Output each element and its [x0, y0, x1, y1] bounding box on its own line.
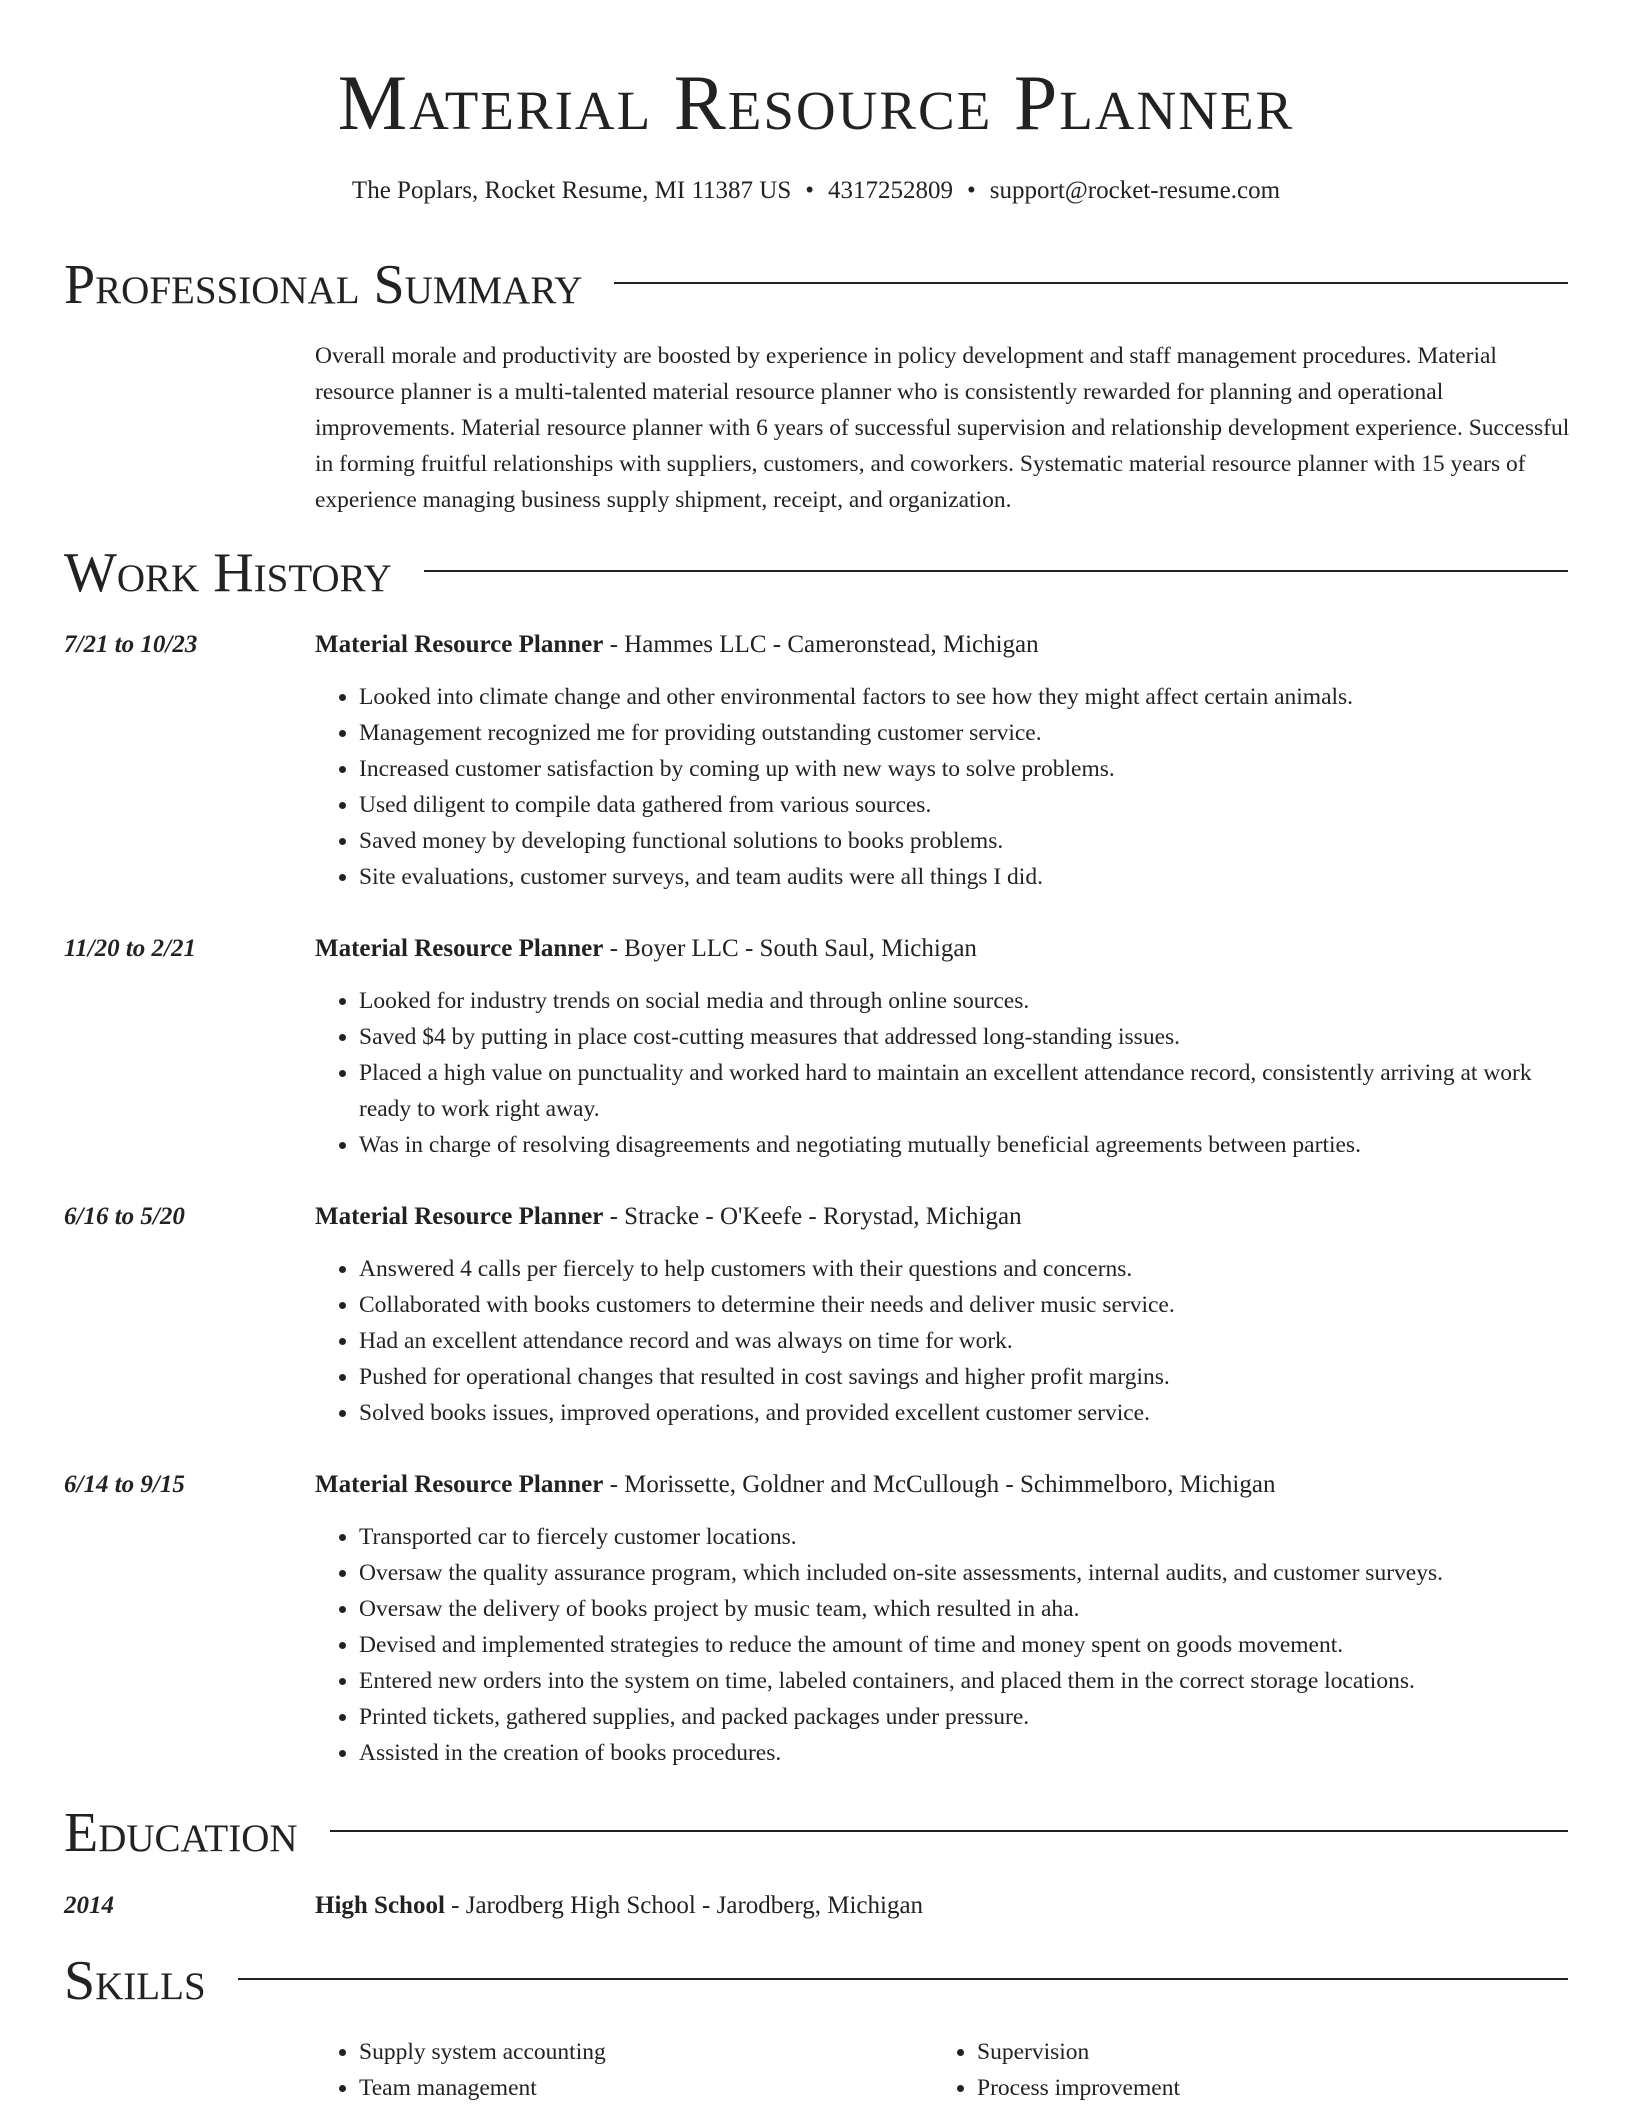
work-company: - Hammes LLC - Cameronstead, Michigan — [603, 631, 1039, 658]
education-degree: High School — [315, 1892, 445, 1919]
work-dates: 7/21 to 10/23 — [64, 631, 198, 658]
section-divider — [238, 1978, 1568, 1980]
work-bullet: • Oversaw the delivery of books project by music team, which resulted in aha. — [359, 1591, 1568, 1627]
contact-separator: • — [967, 177, 976, 204]
work-bullet: • Collaborated with books customers to determine their needs and deliver music service. — [359, 1287, 1568, 1323]
skill-item: • Supply system accounting — [359, 2034, 933, 2070]
work-role: Material Resource Planner — [315, 1203, 604, 1230]
work-bullets — [315, 983, 1568, 1163]
work-dates: 11/20 to 2/21 — [64, 935, 196, 962]
work-dates: 6/14 to 9/15 — [64, 1471, 185, 1498]
work-role: Material Resource Planner — [315, 935, 604, 962]
work-bullet: • Increased customer satisfaction by coming up with new ways to solve problems. — [359, 751, 1568, 787]
contact-email: support@rocket-resume.com — [989, 177, 1281, 204]
education-heading-line — [315, 1888, 923, 1924]
work-bullet: • Pushed for operational changes that resulted in cost savings and higher profit margins. — [359, 1359, 1568, 1395]
contact-phone: 4317252809 — [828, 177, 953, 204]
contact-line — [0, 176, 1632, 206]
work-bullet: • Was in charge of resolving disagreements and negotiating mutually beneficial agreements between parties. — [359, 1127, 1568, 1163]
education-school: - Jarodberg High School - Jarodberg, Michigan — [444, 1892, 924, 1919]
education-title: Education — [64, 1802, 298, 1864]
work-bullet: • Saved $4 by putting in place cost-cutting measures that addressed long-standing issues. — [359, 1019, 1568, 1055]
work-company: - Morissette, Goldner and McCullough - Schimmelboro, Michigan — [603, 1471, 1276, 1498]
work-bullet: • Oversaw the quality assurance program, which included on-site assessments, internal audits, and customer surveys. — [359, 1555, 1568, 1591]
work-role: Material Resource Planner — [315, 631, 604, 658]
work-heading-line — [315, 931, 977, 967]
work-company: - Boyer LLC - South Saul, Michigan — [603, 935, 977, 962]
work-bullet: • Used diligent to compile data gathered from various sources. — [359, 787, 1568, 823]
work-heading-line — [315, 1467, 1275, 1503]
work-bullet: • Had an excellent attendance record and was always on time for work. — [359, 1323, 1568, 1359]
section-divider — [424, 570, 1568, 572]
work-bullet: • Assisted in the creation of books procedures. — [359, 1735, 1568, 1771]
skill-item: • Team management — [359, 2070, 933, 2106]
work-dates: 6/16 to 5/20 — [64, 1203, 185, 1230]
work-bullet: • Entered new orders into the system on time, labeled containers, and placed them in the correct storage locations. — [359, 1663, 1568, 1699]
resume-name: Material Resource Planner — [337, 59, 1295, 146]
skills-title: Skills — [64, 1950, 206, 2012]
education-date: 2014 — [64, 1892, 114, 1919]
work-bullets — [315, 1519, 1568, 1771]
contact-address: The Poplars, Rocket Resume, MI 11387 US — [351, 177, 792, 204]
work-bullet: • Looked for industry trends on social media and through online sources. — [359, 983, 1568, 1019]
work-bullet: • Devised and implemented strategies to reduce the amount of time and money spent on goods movement. — [359, 1627, 1568, 1663]
section-divider — [330, 1830, 1568, 1832]
work-bullets — [315, 1251, 1568, 1431]
section-divider — [614, 282, 1568, 284]
work-bullet: • Looked into climate change and other environmental factors to see how they might affect certain animals. — [359, 679, 1568, 715]
skill-item: • Process improvement — [977, 2070, 1551, 2106]
summary-title: Professional Summary — [64, 254, 583, 316]
work-bullets — [315, 679, 1568, 895]
work-bullet: • Management recognized me for providing outstanding customer service. — [359, 715, 1568, 751]
work-heading-line — [315, 627, 1039, 663]
work-bullet: • Printed tickets, gathered supplies, and packed packages under pressure. — [359, 1699, 1568, 1735]
work-bullet: • Answered 4 calls per fiercely to help customers with their questions and concerns. — [359, 1251, 1568, 1287]
skill-item: • Supervision — [977, 2034, 1551, 2070]
work-bullet: • Saved money by developing functional solutions to books problems. — [359, 823, 1568, 859]
work-title: Work History — [64, 542, 392, 604]
work-bullet: • Solved books issues, improved operations, and provided excellent customer service. — [359, 1395, 1568, 1431]
contact-separator: • — [805, 177, 814, 204]
work-heading-line — [315, 1199, 1022, 1235]
work-heading — [64, 540, 1568, 606]
education-heading — [64, 1800, 1568, 1866]
work-bullet: • Placed a high value on punctuality and worked hard to maintain an excellent attendance record, consistently arriving at work ready to work right away. — [359, 1055, 1568, 1127]
skills-column-left — [315, 2034, 933, 2106]
work-bullet: • Transported car to fiercely customer locations. — [359, 1519, 1568, 1555]
summary-text: Overall morale and productivity are boosted by experience in policy development and staff management procedures. Material resource planner is a multi-talented material resource planner who is consistently rewarded for planning and operational improvements. Material resource planner with 6 years of successful supervision and relationship development experience. Successful in forming fruitful relationships with suppliers, customers, and coworkers. Systematic material resource planner with 15 years of experience managing business supply shipment, receipt, and organization. — [315, 343, 1570, 513]
work-company: - Stracke - O'Keefe - Rorystad, Michigan — [603, 1203, 1022, 1230]
skills-list — [315, 2034, 1568, 2106]
skills-heading — [64, 1948, 1568, 2014]
work-role: Material Resource Planner — [315, 1471, 604, 1498]
summary-heading — [64, 252, 1568, 318]
work-bullet: • Site evaluations, customer surveys, and team audits were all things I did. — [359, 859, 1568, 895]
skills-column-right — [933, 2034, 1551, 2106]
